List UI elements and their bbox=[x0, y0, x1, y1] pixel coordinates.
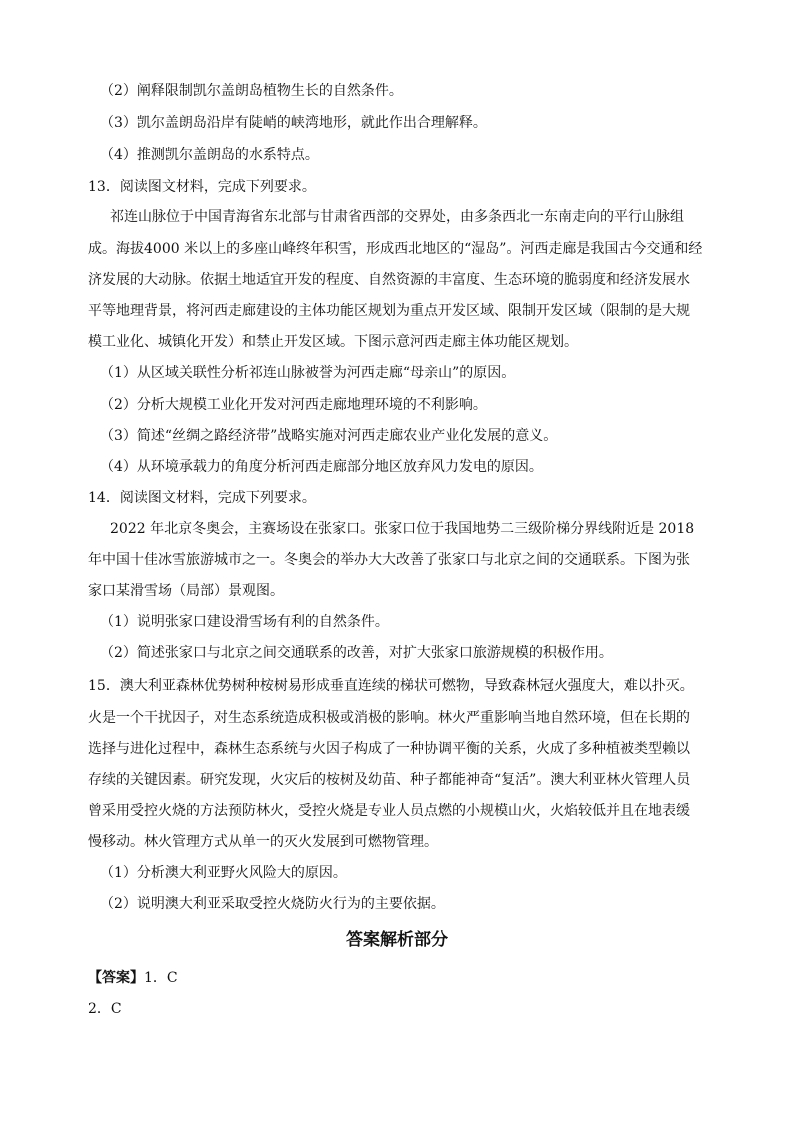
q14-sub2: （2）简述张家口与北京之间交通联系的改善，对扩大张家口旅游规模的积极作用。 bbox=[100, 645, 613, 661]
q14-heading: 14．阅读图文材料，完成下列要求。 bbox=[88, 490, 316, 506]
q13-heading: 13．阅读图文材料，完成下列要求。 bbox=[88, 179, 316, 195]
q15-para-line-1: 15．澳大利亚森林优势树种桉树易形成垂直连续的梯状可燃物，导致森林冠火强度大，难以扑灭。 bbox=[88, 678, 694, 694]
q13-para-line-5: 模工业化、城镇化开发）和禁止开发区域。下图示意河西走廊主体功能区规划。 bbox=[88, 334, 578, 350]
q14-sub1: （1）说明张家口建设滑雪场有利的自然条件。 bbox=[100, 614, 389, 630]
q12-sub2: （2）阐释限制凯尔盖朗岛植物生长的自然条件。 bbox=[100, 83, 403, 99]
q13-para-line-2: 成。海拔4000 米以上的多座山峰终年积雪，形成西北地区的“湿岛”。河西走廊是我国古今交通和经 bbox=[88, 241, 703, 257]
q14-para-line-2: 年中国十佳冰雪旅游城市之一。冬奥会的举办大大改善了张家口与北京之间的交通联系。下图为张 bbox=[88, 552, 690, 568]
q15-sub1: （1）分析澳大利亚野火风险大的原因。 bbox=[100, 865, 347, 881]
q13-sub4: （4）从环境承载力的角度分析河西走廊部分地区放弃风力发电的原因。 bbox=[100, 459, 543, 475]
q15-para-line-5: 曾采用受控火烧的方法预防林火，受控火烧是专业人员点燃的小规模山火，火焰较低并且在地表缓 bbox=[88, 803, 690, 819]
q13-sub1: （1）从区域关联性分析祁连山脉被誉为河西走廊“母亲山”的原因。 bbox=[100, 365, 516, 381]
q13-para-line-3: 济发展的大动脉。依据土地适宜开发的程度、自然资源的丰富度、生态环境的脆弱度和经济发展水 bbox=[88, 272, 690, 288]
q15-para-line-4: 存续的关键因素。研究发现，火灾后的桉树及幼苗、种子都能神奇“复活”。澳大利亚林火管理人员 bbox=[88, 772, 691, 788]
q14-para-line-1: 2022 年北京冬奥会，主赛场设在张家口。张家口位于我国地势二三级阶梯分界线附近是 2018 bbox=[110, 521, 695, 537]
answer-section-title: 答案解析部分 bbox=[346, 930, 448, 950]
answer-line-1 bbox=[88, 969, 178, 987]
q15-sub2: （2）说明澳大利亚采取受控火烧防火行为的主要依据。 bbox=[100, 896, 445, 912]
answer-tag: 【答案】 bbox=[88, 970, 144, 986]
q13-sub3: （3）简述“丝绸之路经济带”战略实施对河西走廊农业产业化发展的意义。 bbox=[100, 428, 558, 444]
answer-line-2: 2．C bbox=[88, 1001, 122, 1017]
answer-1: 1．C bbox=[144, 970, 178, 986]
q15-para-line-3: 选择与进化过程中，森林生态系统与火因子构成了一种协调平衡的关系，火成了多种植被类型赖以 bbox=[88, 741, 690, 757]
q14-para-line-3: 家口某滑雪场（局部）景观图。 bbox=[88, 583, 284, 599]
q12-sub4: （4）推测凯尔盖朗岛的水系特点。 bbox=[100, 147, 319, 163]
q15-para-line-6: 慢移动。林火管理方式从单一的灭火发展到可燃物管理。 bbox=[88, 834, 438, 850]
q12-sub3: （3）凯尔盖朗岛沿岸有陡峭的峡湾地形，就此作出合理解释。 bbox=[100, 115, 487, 131]
q13-para-line-1: 祁连山脉位于中国青海省东北部与甘肃省西部的交界处，由多条西北一东南走向的平行山脉组 bbox=[110, 209, 684, 225]
q13-para-line-4: 平等地理背景，将河西走廊建设的主体功能区规划为重点开发区域、限制开发区域（限制的是大规 bbox=[88, 303, 690, 319]
q13-sub2: （2）分析大规模工业化开发对河西走廊地理环境的不利影响。 bbox=[100, 397, 487, 413]
q15-para-line-2: 火是一个干扰因子，对生态系统造成积极或消极的影响。林火严重影响当地自然环境，但在长期的 bbox=[88, 710, 690, 726]
